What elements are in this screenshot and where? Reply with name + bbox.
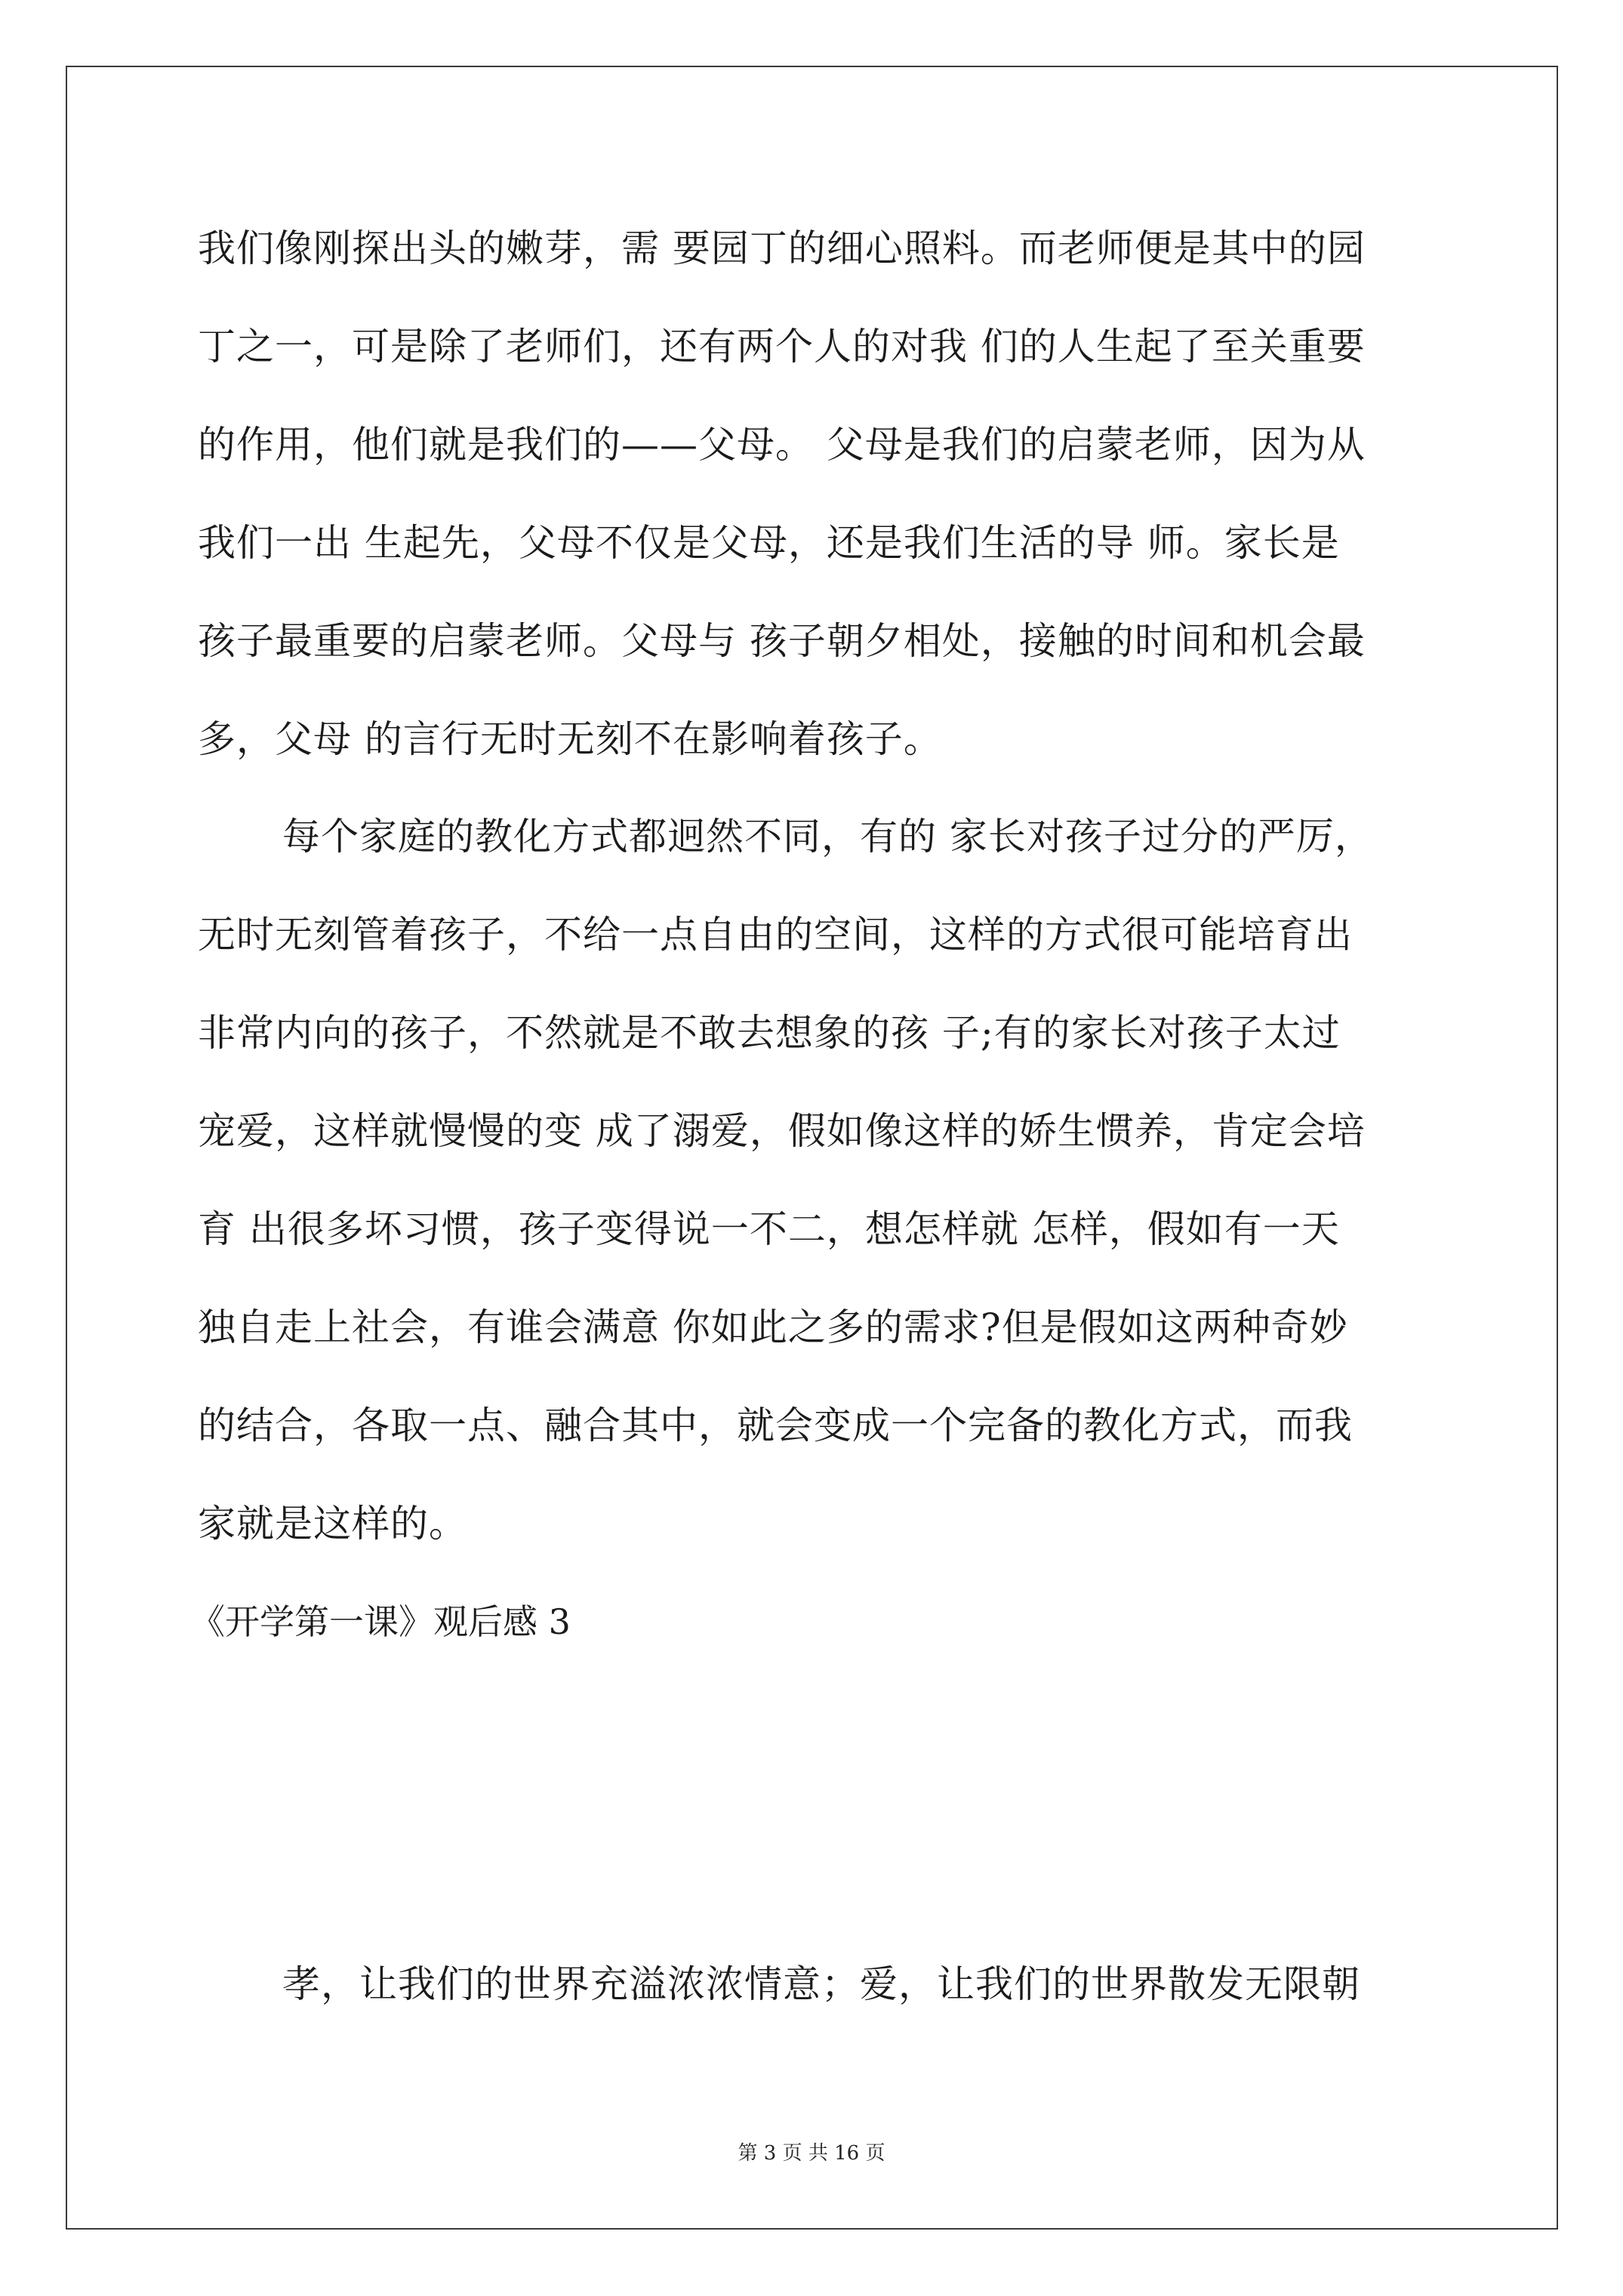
paragraph-2-line-6: 独自走上社会，有谁会满意 你如此之多的需求?但是假如这两种奇妙 <box>198 1305 1348 1349</box>
paragraph-2-line-8: 家就是这样的。 <box>198 1502 467 1546</box>
page-number-footer: 第 3 页 共 16 页 <box>738 2142 885 2165</box>
paragraph-2-line-1: 每个家庭的教化方式都迥然不同，有的 家长对孩子过分的严厉， <box>282 815 1373 858</box>
paragraph-2-line-7: 的结合，各取一点、融合其中，就会变成一个完备的教化方式，而我 <box>198 1404 1353 1447</box>
paragraph-1-line-4: 我们一出 生起先，父母不仅是父母，还是我们生活的导 师。家长是 <box>198 521 1340 565</box>
paragraph-2-line-4: 宠爱，这样就慢慢的变 成了溺爱，假如像这样的娇生惯养，肯定会培 <box>198 1109 1366 1153</box>
paragraph-2-line-2: 无时无刻管着孩子，不给一点自由的空间，这样的方式很可能培育出 <box>198 913 1353 957</box>
paragraph-2-line-5: 育 出很多坏习惯，孩子变得说一不二，想怎样就 怎样，假如有一天 <box>198 1207 1340 1251</box>
paragraph-1-line-2: 丁之一，可是除了老师们，还有两个人的对我 们的人生起了至关重要 <box>198 325 1366 368</box>
paragraph-2-line-3: 非常内向的孩子，不然就是不敢去想象的孩 子;有的家长对孩子太过 <box>198 1011 1341 1055</box>
paragraph-1-line-3: 的作用，他们就是我们的——父母。 父母是我们的启蒙老师，因为从 <box>198 423 1366 467</box>
paragraph-1-line-5: 孩子最重要的启蒙老师。父母与 孩子朝夕相处，接触的时间和机会最 <box>198 619 1366 663</box>
section-heading: 《开学第一课》观后感 3 <box>190 1601 571 1642</box>
paragraph-1-line-1: 我们像刚探出头的嫩芽，需 要园丁的细心照料。而老师便是其中的园 <box>198 227 1366 270</box>
paragraph-1-line-6: 多，父母 的言行无时无刻不在影响着孩子。 <box>198 717 942 761</box>
paragraph-3-line-1: 孝，让我们的世界充溢浓浓情意；爱，让我们的世界散发无限朝 <box>282 1962 1360 2006</box>
